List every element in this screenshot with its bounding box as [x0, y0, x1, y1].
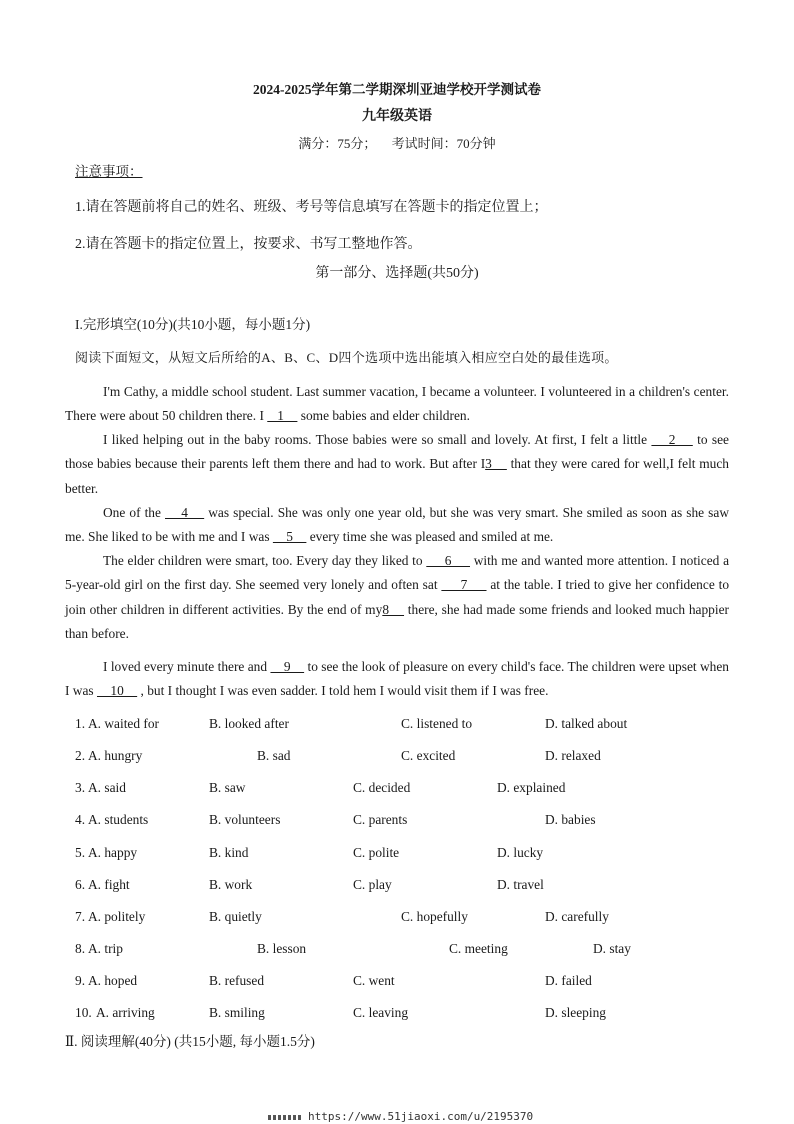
blank-10: 10: [96, 683, 138, 699]
notes-heading: 注意事项：: [75, 164, 143, 179]
blank-8: 8: [382, 601, 405, 617]
question-row: 9. A. hoped B. refused C. went D. failed: [75, 973, 592, 988]
blank-2: 2: [651, 432, 693, 447]
passage-paragraph: The elder children were smart, too. Every day they liked to 6 with me and wanted more attention. I noticed a 5-year-old girl on the first day. She seemed very lonely and often sat 7 at the table. I tried to give her confidence to join other children in different activities. By the end of my8 there, she had made some friends and looked much happier than before.: [65, 553, 730, 641]
question-row: 1. A. waited for B. looked after C. listened to D. talked about: [75, 716, 628, 731]
exam-meta: [0, 133, 794, 152]
question-row: 5. A. happy B. kind C. polite D. lucky: [75, 845, 544, 860]
question-row: 10. A. arriving B. smiling C. leaving D. sleeping: [75, 1005, 606, 1020]
blank-7: 7: [441, 577, 487, 593]
part1-title: 第一部分、选择题(共50分): [315, 266, 479, 281]
question-row: 7. A. politely B. quietly C. hopefully D. carefully: [75, 909, 609, 924]
section1-instruction: 阅读下面短文，从短文后所给的A、B、C、D四个选项中选出能填入相应空白处的最佳选项。: [75, 350, 618, 365]
passage-paragraph: I loved every minute there and 9 to see the look of pleasure on every child's face. The children were upset when I was 10 , but I thought I was even sadder. I told hem I would visit them if I was free.: [65, 659, 729, 699]
blank-1: 1: [267, 408, 298, 424]
exam-subtitle: 九年级英语: [362, 109, 432, 124]
exam-time: 考试时间：70分钟: [391, 136, 496, 151]
full-score: 满分：75分；: [298, 136, 377, 151]
blank-9: 9: [270, 659, 305, 674]
question-row: 8. A. trip B. lesson C. meeting D. stay: [75, 941, 631, 956]
passage-paragraph: I'm Cathy, a middle school student. Last summer vacation, I became a volunteer. I volunteered in a children's center. There were about 50 children there. I 1 some babies and elder children.: [65, 384, 729, 424]
footer-url[interactable]: https://www.51jiaoxi.com/u/2195370: [308, 1110, 534, 1123]
exam-title: 2024-2025学年第二学期深圳亚迪学校开学测试卷: [253, 82, 541, 97]
blank-4: 4: [165, 505, 205, 520]
blank-3: 3: [485, 456, 507, 472]
question-row: 3. A. said B. saw C. decided D. explained: [75, 780, 566, 795]
passage-paragraph: One of the 4 was special. She was only one year old, but she was very smart. She smiled as soon as she saw me. She liked to be with me and I was 5 every time she was pleased and smiled at me.: [65, 505, 729, 545]
watermark-logo-icon: [268, 1115, 302, 1120]
blank-5: 5: [272, 529, 307, 545]
passage-paragraph: I liked helping out in the baby rooms. Those babies were so small and lovely. At first, I felt a little 2 to see those babies because their parents left them there and had to work. But after I3 that they were cared for well,I felt much better.: [65, 432, 730, 496]
question-row: 6. A. fight B. work C. play D. travel: [75, 877, 544, 892]
section2-heading: Ⅱ. 阅读理解(40分) (共15小题, 每小题1.5分): [65, 1034, 315, 1049]
note-item: 2.请在答题卡的指定位置上，按要求、书写工整地作答。: [75, 237, 422, 252]
section1-heading: I.完形填空(10分)(共10小题，每小题1分): [75, 317, 311, 332]
footer-watermark: [268, 1110, 533, 1123]
blank-6: 6: [426, 553, 470, 568]
question-row: 2. A. hungry B. sad C. excited D. relaxed: [75, 748, 601, 763]
question-row: 4. A. students B. volunteers C. parents D. babies: [75, 812, 596, 827]
note-item: 1.请在答题前将自己的姓名、班级、考号等信息填写在答题卡的指定位置上；: [75, 200, 548, 215]
